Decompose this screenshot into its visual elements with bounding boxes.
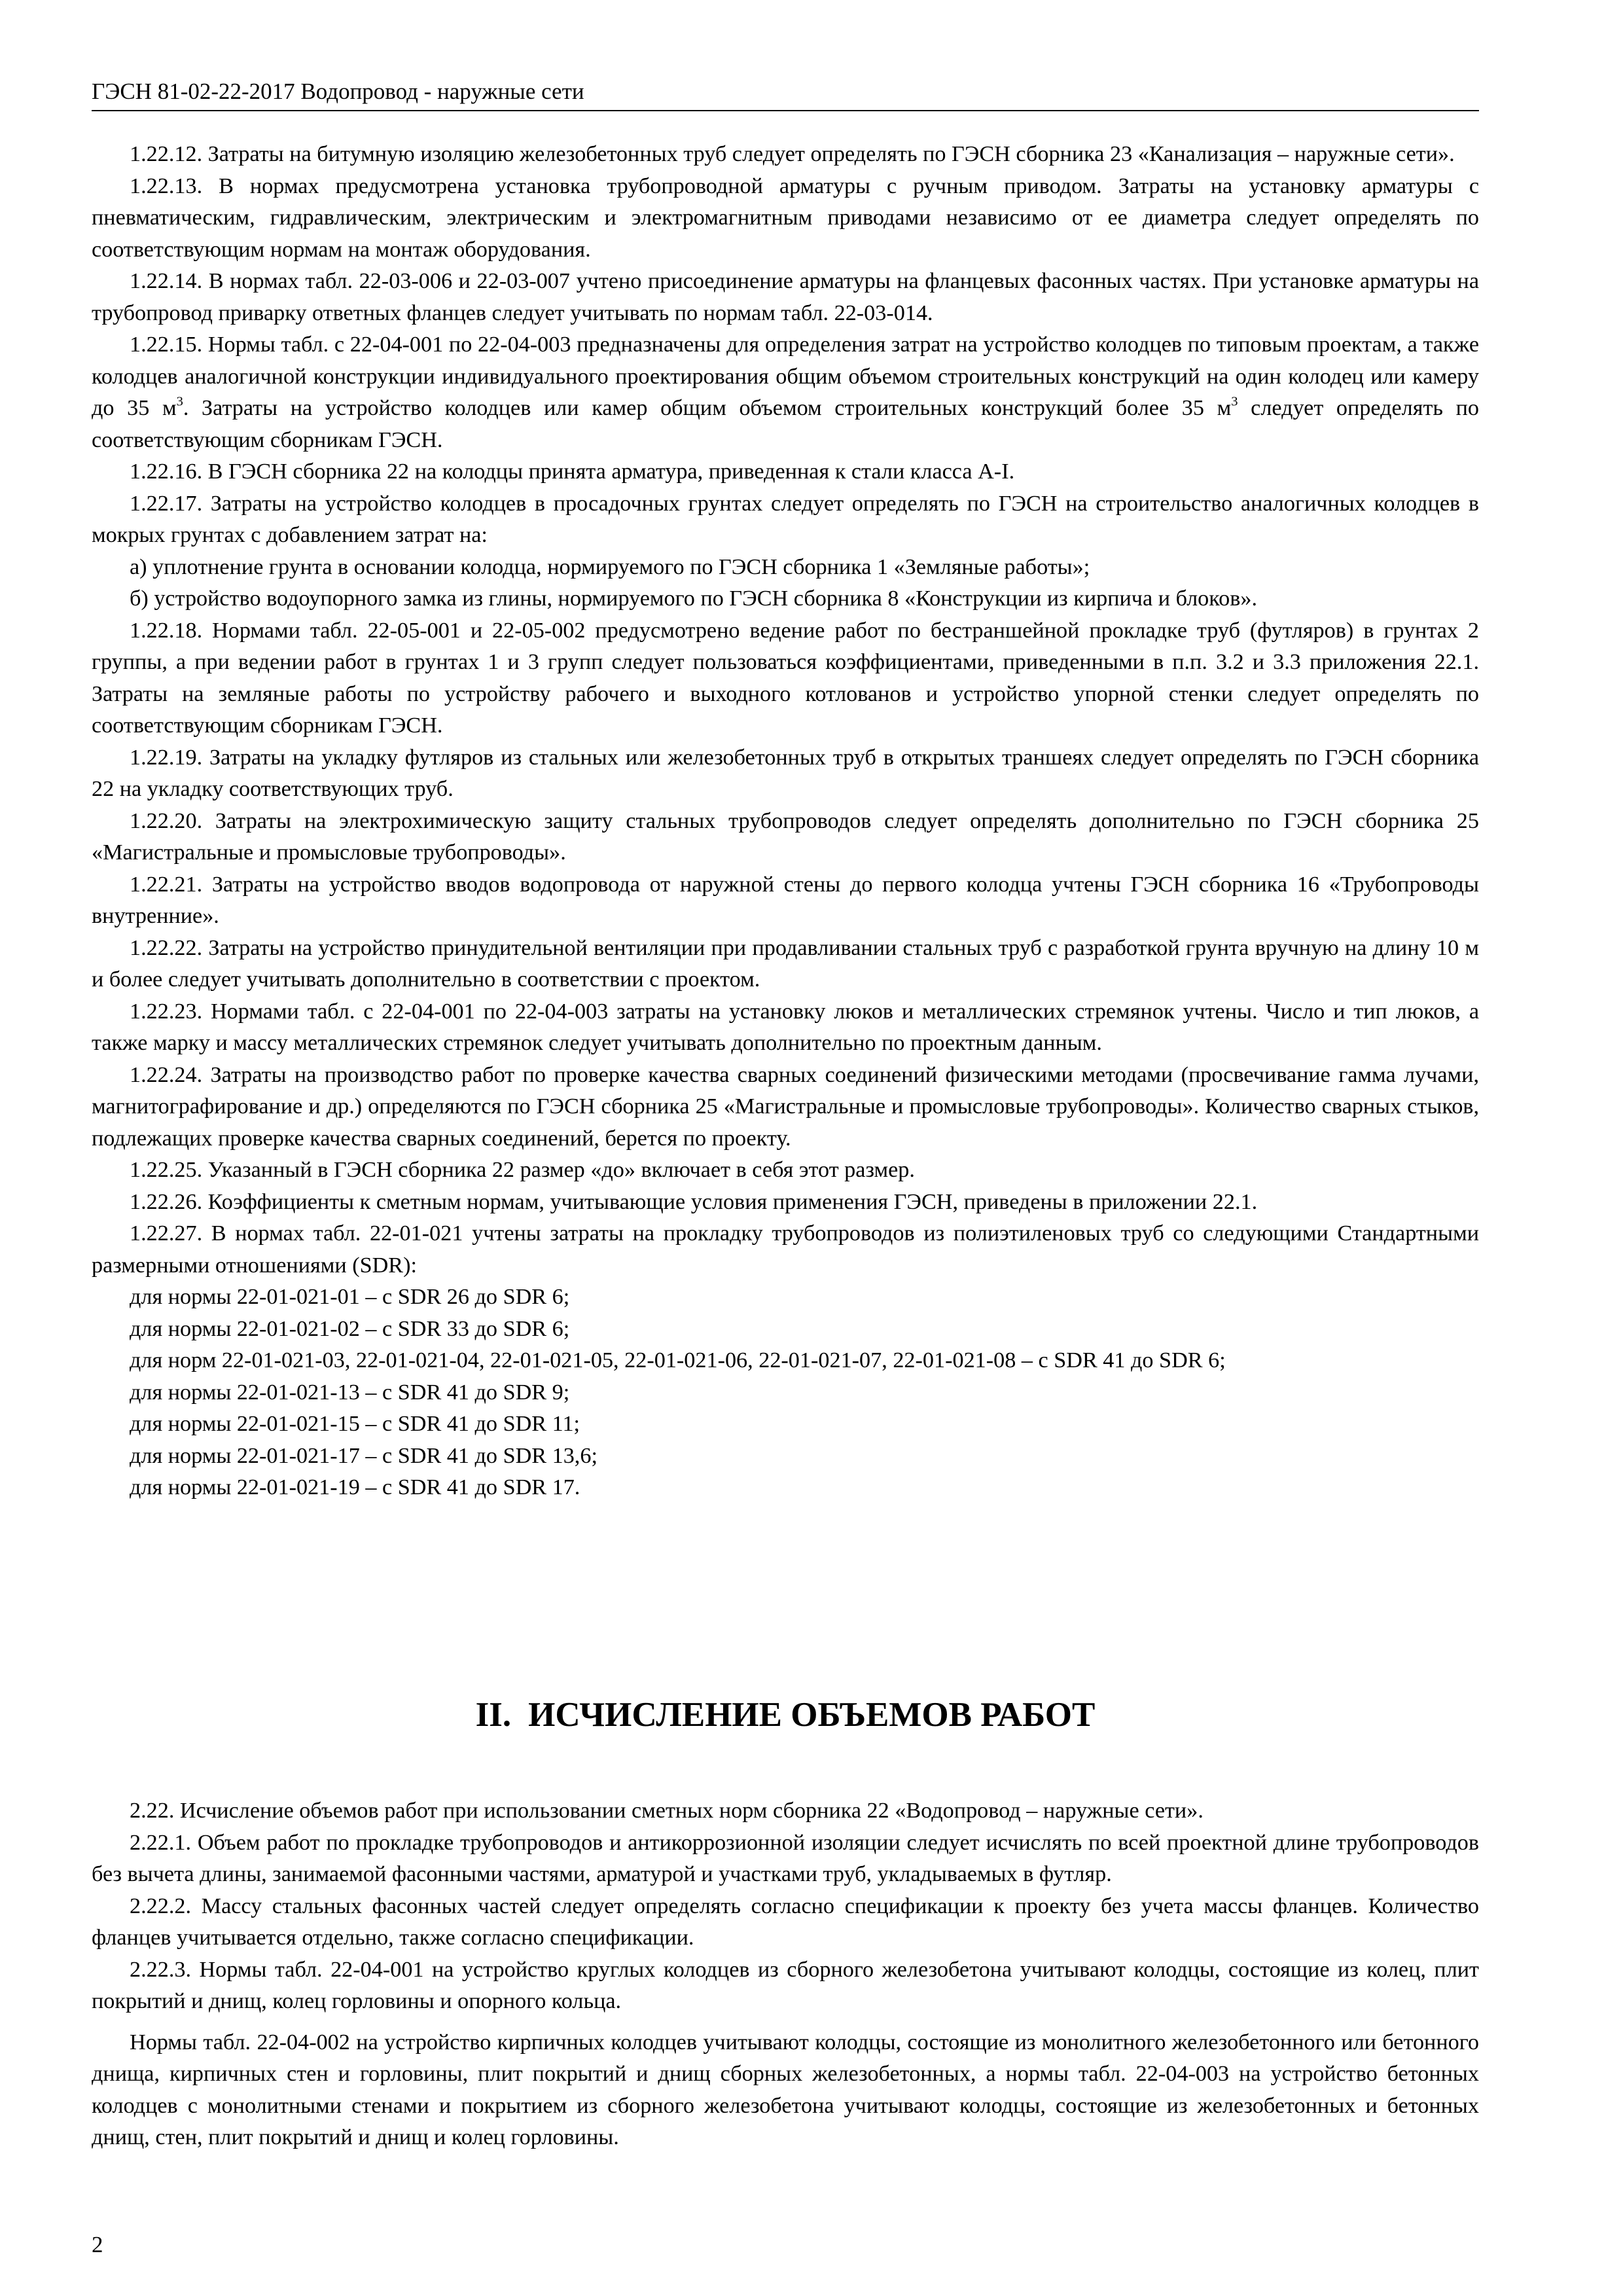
paragraph: Нормы табл. 22-04-002 на устройство кирпичных колодцев учитывают колодцы, состоящие из монолитного железобетонного или бетонного днища, кирпичных стен и горловины, плит покрытий и днищ сборных железобетонных, а нормы табл. 22-04-003 на устройство бетонных колодцев с монолитными стенами и покрытием из сборного железобетона учитывают колодцы, состоящие из железобетонных и бетонных днищ, стен, плит покрытий и днищ и колец горловины.: [92, 2030, 1479, 2149]
running-header: ГЭСН 81-02-22-2017 Водопровод - наружные сети: [92, 77, 1479, 111]
paragraph: 2.22.3. Нормы табл. 22-04-001 на устройство круглых колодцев из сборного железобетона учитывают колодцы, состоящие из колец, плит покрытий и днищ, колец горловины и опорного кольца.: [92, 1957, 1479, 2013]
section-1-body: [92, 139, 1479, 1504]
section-title: ИСЧИСЛЕНИЕ ОБЪЕМОВ РАБОТ: [528, 1696, 1096, 1734]
paragraph: 1.22.22. Затраты на устройство принудительной вентиляции при продавливании стальных труб с разработкой грунта вручную на длину 10 м и более следует учитывать дополнительно в соответствии с проектом.: [92, 935, 1479, 992]
paragraph: 2.22. Исчисление объемов работ при использовании сметных норм сборника 22 «Водопровод – наружные сети».: [130, 1799, 1204, 1823]
paragraph: [92, 329, 1479, 456]
sdr-list-item: для нормы 22-01-021-19 – с SDR 41 до SDR 17.: [130, 1475, 580, 1499]
sdr-list-item: для нормы 22-01-021-01 – с SDR 26 до SDR 6;: [130, 1285, 570, 1309]
paragraph: 2.22.2. Массу стальных фасонных частей следует определять согласно спецификации к проекту без учета массы фланцев. Количество фланцев учитывается отдельно, также согласно спецификации.: [92, 1893, 1479, 1950]
paragraph-part: следует определять по соответствующим сборникам ГЭСН.: [92, 396, 1479, 452]
page-number: 2: [92, 2232, 103, 2257]
section-number: II.: [475, 1696, 512, 1734]
paragraph-part: 1.22.15. Нормы табл. с 22-04-001 по 22-04-003 предназначены для определения затрат на устройство колодцев по типовым проектам, а также колодцев аналогичной конструкции индивидуального проектирования общим объемом строительных конструкций на один колодец или камеру до 35 м: [92, 332, 1479, 420]
superscript: 3: [176, 394, 183, 409]
section-heading: [92, 1692, 1479, 1738]
superscript: 3: [1231, 394, 1238, 409]
paragraph: 1.22.20. Затраты на электрохимическую защиту стальных трубопроводов следует определять дополнительно по ГЭСН сборника 25 «Магистральные и промысловые трубопроводы».: [92, 808, 1479, 865]
paragraph: 1.22.23. Нормами табл. с 22-04-001 по 22-04-003 затраты на установку люков и металлических стремянок учтены. Число и тип люков, а также марку и массу металлических стремянок следует учитывать дополнительно по проектным данным.: [92, 999, 1479, 1055]
paragraph-part: . Затраты на устройство колодцев или камер общим объемом строительных конструкций более 35 м: [183, 396, 1232, 420]
paragraph: 1.22.25. Указанный в ГЭСН сборника 22 размер «до» включает в себя этот размер.: [130, 1158, 915, 1182]
paragraph: 1.22.26. Коэффициенты к сметным нормам, учитывающие условия применения ГЭСН, приведены в приложении 22.1.: [130, 1189, 1258, 1214]
paragraph: 1.22.18. Нормами табл. 22-05-001 и 22-05-002 предусмотрено ведение работ по бестраншейной прокладке труб (футляров) в грунтах 2 группы, а при ведении работ в грунтах 1 и 3 групп следует пользоваться коэффициентами, приведенными в п.п. 3.2 и 3.3 приложения 22.1. Затраты на земляные работы по устройству рабочего и выходного котлованов и устройство упорной стенки следует определять по соответствующим сборникам ГЭСН.: [92, 618, 1479, 738]
sdr-list-item: для нормы 22-01-021-15 – с SDR 41 до SDR 11;: [130, 1412, 580, 1436]
paragraph: 1.22.17. Затраты на устройство колодцев в просадочных грунтах следует определять по ГЭСН на строительство аналогичных колодцев в мокрых грунтах с добавлением затрат на:: [92, 491, 1479, 547]
paragraph: 1.22.16. В ГЭСН сборника 22 на колодцы принята арматура, приведенная к стали класса A-I.: [130, 459, 1015, 484]
paragraph: 1.22.14. В нормах табл. 22-03-006 и 22-03-007 учтено присоединение арматуры на фланцевых фасонных частях. При установке арматуры на трубопровод приварку ответных фланцев следует учитывать по нормам табл. 22-03-014.: [92, 269, 1479, 325]
section-2-body: [92, 1795, 1479, 2154]
paragraph: 1.22.27. В нормах табл. 22-01-021 учтены затраты на прокладку трубопроводов из полиэтиленовых труб со следующими Стандартными размерными отношениями (SDR):: [92, 1221, 1479, 1278]
paragraph: 1.22.21. Затраты на устройство вводов водопровода от наружной стены до первого колодца учтены ГЭСН сборника 16 «Трубопроводы внутренние».: [92, 872, 1479, 928]
sdr-list-item: для норм 22-01-021-03, 22-01-021-04, 22-01-021-05, 22-01-021-06, 22-01-021-07, 22-01-021-08 – с SDR 41 до SDR 6;: [130, 1348, 1226, 1372]
sdr-list-item: для нормы 22-01-021-17 – с SDR 41 до SDR 13,6;: [130, 1443, 597, 1468]
sdr-list-item: для нормы 22-01-021-13 – с SDR 41 до SDR 9;: [130, 1380, 570, 1405]
list-item: б) устройство водоупорного замка из глины, нормируемого по ГЭСН сборника 8 «Конструкции из кирпича и блоков».: [130, 586, 1258, 611]
list-item: а) уплотнение грунта в основании колодца, нормируемого по ГЭСН сборника 1 «Земляные работы»;: [130, 554, 1090, 579]
paragraph: 1.22.24. Затраты на производство работ по проверке качества сварных соединений физическими методами (просвечивание гамма лучами, магнитографирование и др.) определяются по ГЭСН сборника 25 «Магистральные и промысловые трубопроводы». Количество сварных стыков, подлежащих проверке качества сварных соединений, берется по проекту.: [92, 1062, 1479, 1151]
paragraph: 1.22.13. В нормах предусмотрена установка трубопроводной арматуры с ручным приводом. Затраты на установку арматуры с пневматическим, гидравлическим, электрическим и электромагнитным приводами независимо от ее диаметра следует определять по соответствующим нормам на монтаж оборудования.: [92, 173, 1479, 262]
paragraph: 1.22.12. Затраты на битумную изоляцию железобетонных труб следует определять по ГЭСН сборника 23 «Канализация – наружные сети».: [130, 142, 1455, 166]
sdr-list-item: для нормы 22-01-021-02 – с SDR 33 до SDR 6;: [130, 1316, 570, 1341]
paragraph: 1.22.19. Затраты на укладку футляров из стальных или железобетонных труб в открытых траншеях следует определять по ГЭСН сборника 22 на укладку соответствующих труб.: [92, 745, 1479, 801]
paragraph: 2.22.1. Объем работ по прокладке трубопроводов и антикоррозионной изоляции следует исчислять по всей проектной длине трубопроводов без вычета длины, занимаемой фасонными частями, арматурой и участками труб, укладываемых в футляр.: [92, 1830, 1479, 1886]
